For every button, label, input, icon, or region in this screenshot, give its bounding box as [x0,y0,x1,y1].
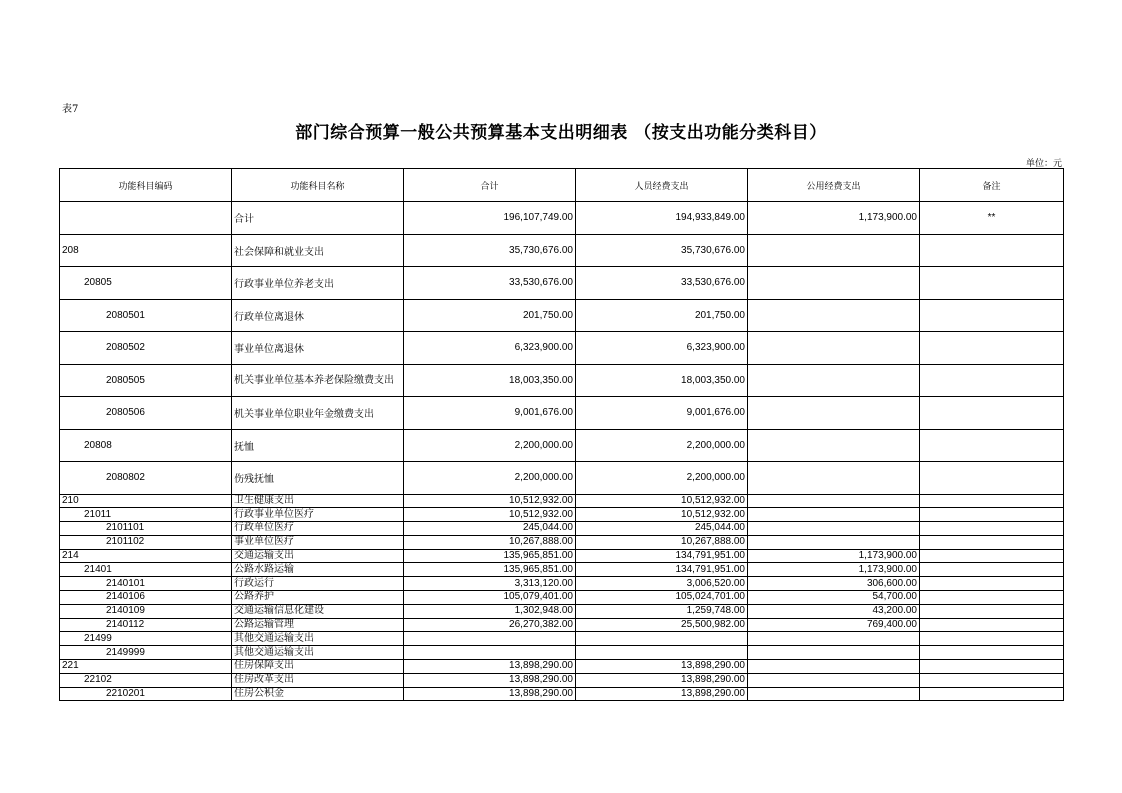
row-note [920,687,1064,701]
row-public [748,462,920,495]
row-public [748,660,920,674]
row-total: 135,965,851.00 [404,563,576,577]
table-row [60,364,1064,397]
row-name: 其他交通运输支出 [232,632,404,646]
row-personnel: 9,001,676.00 [576,397,748,430]
row-total: 18,003,350.00 [404,364,576,397]
row-name: 行政事业单位医疗 [232,508,404,522]
table-row [60,535,1064,549]
header-name: 功能科目名称 [232,169,404,202]
row-public: 1,173,900.00 [748,202,920,235]
row-public [748,429,920,462]
row-personnel: 33,530,676.00 [576,267,748,300]
row-code: 2080506 [60,397,232,430]
table-row [60,577,1064,591]
row-total: 9,001,676.00 [404,397,576,430]
row-code: 21401 [60,563,232,577]
row-personnel: 10,267,888.00 [576,535,748,549]
row-personnel: 13,898,290.00 [576,687,748,701]
row-personnel: 6,323,900.00 [576,332,748,365]
row-note: ** [920,202,1064,235]
row-name: 公路运输管理 [232,618,404,632]
row-public: 769,400.00 [748,618,920,632]
row-code: 21499 [60,632,232,646]
row-public [748,522,920,536]
row-personnel: 194,933,849.00 [576,202,748,235]
header-personnel: 人员经费支出 [576,169,748,202]
row-public [748,673,920,687]
unit-label: 单位：元 [1025,159,1062,169]
row-note [920,632,1064,646]
row-total: 13,898,290.00 [404,687,576,701]
table-row [60,563,1064,577]
row-total: 6,323,900.00 [404,332,576,365]
row-public: 1,173,900.00 [748,563,920,577]
row-code: 21011 [60,508,232,522]
row-public [748,508,920,522]
table-row [60,522,1064,536]
table-body [60,202,1064,701]
header-public: 公用经费支出 [748,169,920,202]
row-name: 其他交通运输支出 [232,646,404,660]
row-personnel: 13,898,290.00 [576,660,748,674]
row-personnel: 2,200,000.00 [576,462,748,495]
row-code: 2080802 [60,462,232,495]
row-note [920,522,1064,536]
row-total: 2,200,000.00 [404,462,576,495]
row-public [748,332,920,365]
row-note [920,462,1064,495]
table-row [60,299,1064,332]
row-personnel: 245,044.00 [576,522,748,536]
row-code: 22102 [60,673,232,687]
row-public [748,494,920,508]
row-note [920,332,1064,365]
row-note [920,604,1064,618]
row-name: 行政单位离退休 [232,299,404,332]
row-name: 公路养护 [232,591,404,605]
row-total [404,632,576,646]
row-personnel: 3,006,520.00 [576,577,748,591]
row-note [920,397,1064,430]
header-total: 合计 [404,169,576,202]
table-header-row [60,169,1064,202]
row-code: 221 [60,660,232,674]
row-note [920,577,1064,591]
row-public [748,267,920,300]
row-total: 35,730,676.00 [404,234,576,267]
row-note [920,535,1064,549]
row-public: 306,600.00 [748,577,920,591]
row-personnel: 10,512,932.00 [576,494,748,508]
row-name: 事业单位离退休 [232,332,404,365]
row-note [920,429,1064,462]
header-code: 功能科目编码 [60,169,232,202]
row-code [60,202,232,235]
row-public [748,397,920,430]
row-code: 2080501 [60,299,232,332]
row-note [920,299,1064,332]
row-public [748,535,920,549]
row-note [920,234,1064,267]
table-row [60,332,1064,365]
row-total: 10,512,932.00 [404,494,576,508]
row-personnel: 18,003,350.00 [576,364,748,397]
row-public: 1,173,900.00 [748,549,920,563]
row-code: 2140112 [60,618,232,632]
table-row [60,632,1064,646]
row-total [404,646,576,660]
row-public [748,364,920,397]
row-note [920,673,1064,687]
row-code: 20805 [60,267,232,300]
row-note [920,591,1064,605]
table-row [60,687,1064,701]
row-name: 行政事业单位养老支出 [232,267,404,300]
row-note [920,267,1064,300]
row-total: 26,270,382.00 [404,618,576,632]
row-public [748,687,920,701]
row-code: 210 [60,494,232,508]
row-personnel: 10,512,932.00 [576,508,748,522]
table-row [60,429,1064,462]
table-row [60,202,1064,235]
row-note [920,618,1064,632]
row-note [920,660,1064,674]
table-row [60,591,1064,605]
row-name: 卫生健康支出 [232,494,404,508]
row-name: 机关事业单位职业年金缴费支出 [232,397,404,430]
row-personnel: 201,750.00 [576,299,748,332]
row-name: 交通运输支出 [232,549,404,563]
row-note [920,549,1064,563]
row-code: 2101102 [60,535,232,549]
row-name: 抚恤 [232,429,404,462]
table-row [60,660,1064,674]
row-code: 2140106 [60,591,232,605]
row-code: 2080505 [60,364,232,397]
table-label: 表7 [62,104,79,115]
row-total: 135,965,851.00 [404,549,576,563]
row-name: 住房改革支出 [232,673,404,687]
row-total: 2,200,000.00 [404,429,576,462]
table-row [60,618,1064,632]
row-name: 事业单位医疗 [232,535,404,549]
row-personnel: 105,024,701.00 [576,591,748,605]
row-name: 合计 [232,202,404,235]
row-personnel [576,646,748,660]
row-public [748,646,920,660]
row-personnel: 1,259,748.00 [576,604,748,618]
row-public: 54,700.00 [748,591,920,605]
row-public [748,632,920,646]
row-name: 住房公积金 [232,687,404,701]
budget-table [59,168,1064,701]
row-code: 2149999 [60,646,232,660]
table-row [60,397,1064,430]
row-public: 43,200.00 [748,604,920,618]
row-code: 214 [60,549,232,563]
row-total: 105,079,401.00 [404,591,576,605]
row-total: 1,302,948.00 [404,604,576,618]
row-public [748,234,920,267]
table-row [60,646,1064,660]
row-total: 201,750.00 [404,299,576,332]
row-public [748,299,920,332]
row-name: 伤残抚恤 [232,462,404,495]
row-note [920,508,1064,522]
table-row [60,508,1064,522]
row-name: 机关事业单位基本养老保险缴费支出 [232,364,404,397]
row-total: 10,267,888.00 [404,535,576,549]
row-note [920,563,1064,577]
row-total: 13,898,290.00 [404,660,576,674]
row-name: 公路水路运输 [232,563,404,577]
row-total: 33,530,676.00 [404,267,576,300]
row-code: 20808 [60,429,232,462]
row-total: 196,107,749.00 [404,202,576,235]
header-note: 备注 [920,169,1064,202]
table-row [60,673,1064,687]
row-personnel: 134,791,951.00 [576,549,748,563]
row-code: 2140101 [60,577,232,591]
row-code: 2101101 [60,522,232,536]
row-code: 2140109 [60,604,232,618]
table-row [60,549,1064,563]
row-name: 行政运行 [232,577,404,591]
page-title: 部门综合预算一般公共预算基本支出明细表 （按支出功能分类科目） [295,123,827,143]
row-personnel [576,632,748,646]
row-total: 3,313,120.00 [404,577,576,591]
table-row [60,604,1064,618]
row-personnel: 134,791,951.00 [576,563,748,577]
table-row [60,234,1064,267]
row-total: 10,512,932.00 [404,508,576,522]
row-name: 住房保障支出 [232,660,404,674]
table-row [60,267,1064,300]
row-note [920,364,1064,397]
row-name: 交通运输信息化建设 [232,604,404,618]
row-code: 2210201 [60,687,232,701]
table-row [60,462,1064,495]
row-name: 行政单位医疗 [232,522,404,536]
row-personnel: 35,730,676.00 [576,234,748,267]
row-code: 2080502 [60,332,232,365]
row-name: 社会保障和就业支出 [232,234,404,267]
row-total: 13,898,290.00 [404,673,576,687]
row-personnel: 25,500,982.00 [576,618,748,632]
table-row [60,494,1064,508]
row-note [920,494,1064,508]
row-personnel: 13,898,290.00 [576,673,748,687]
row-personnel: 2,200,000.00 [576,429,748,462]
row-total: 245,044.00 [404,522,576,536]
row-note [920,646,1064,660]
row-code: 208 [60,234,232,267]
